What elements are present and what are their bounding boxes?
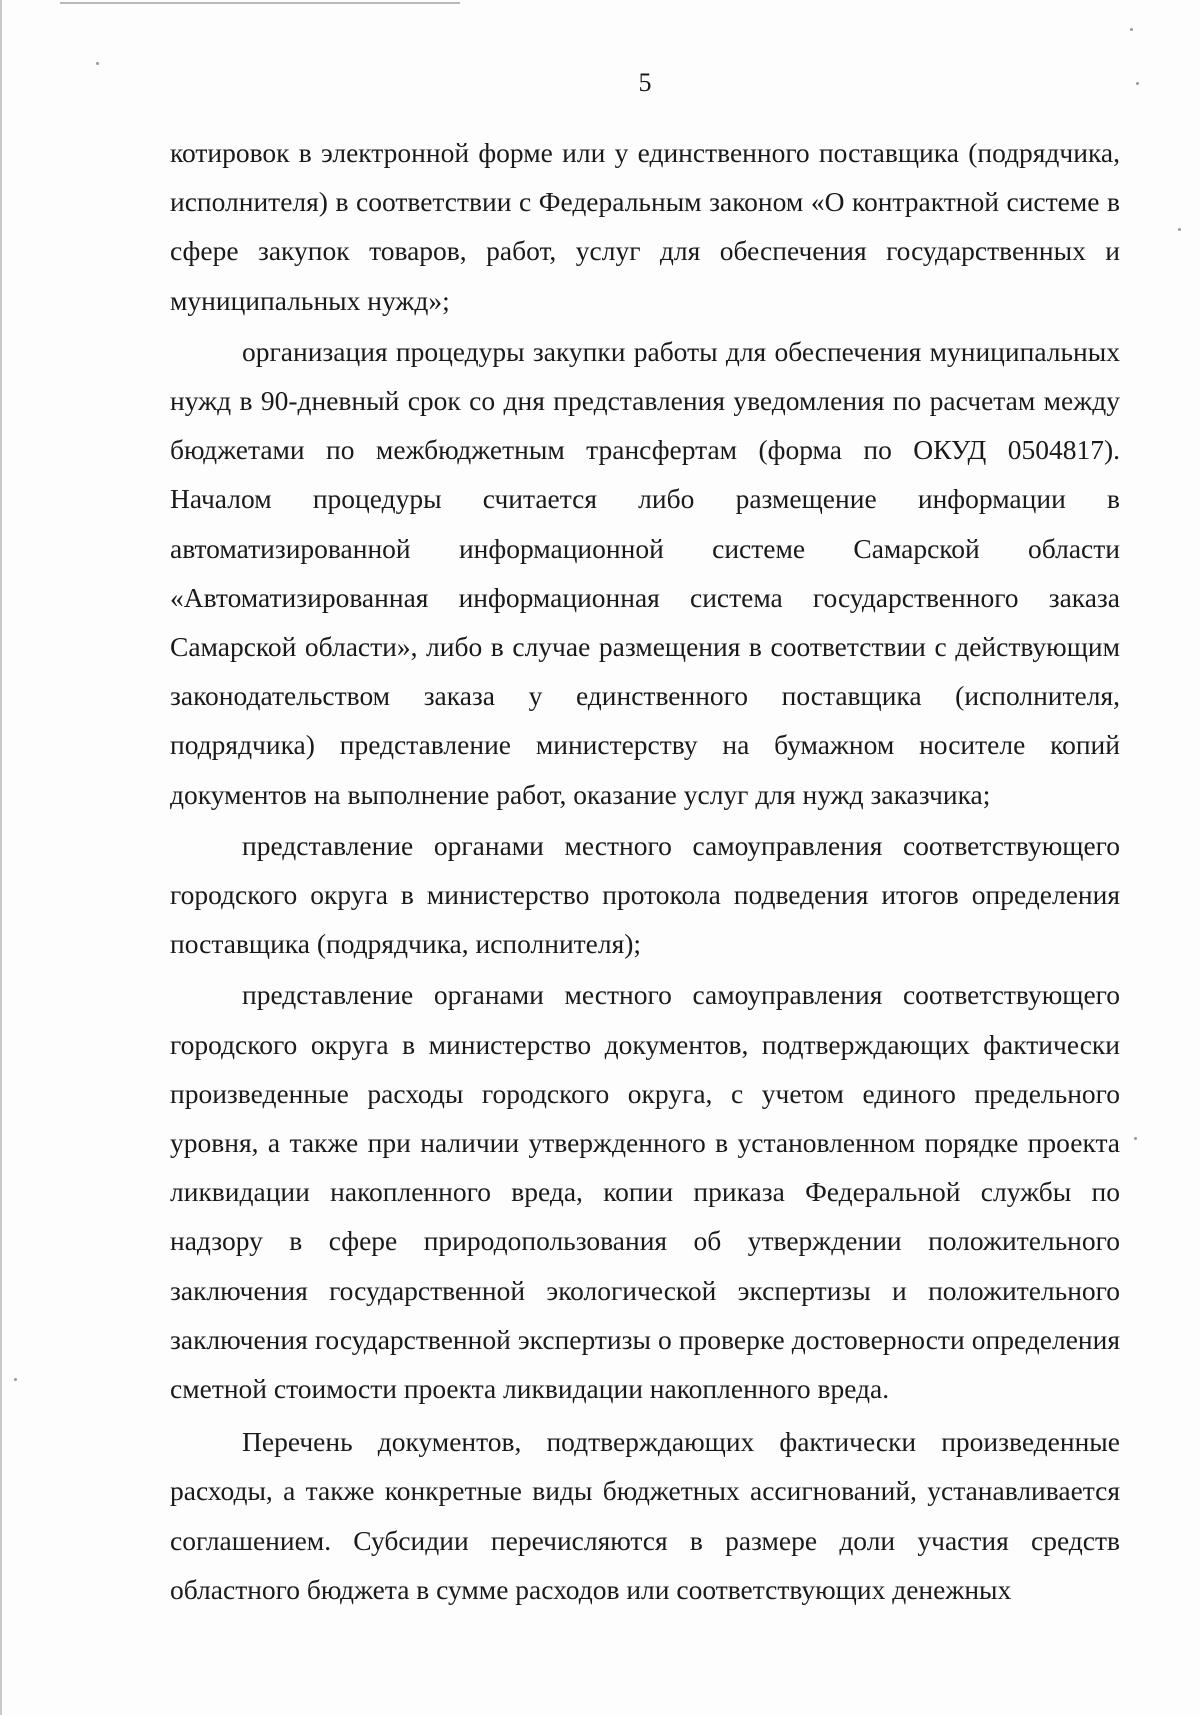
document-body — [170, 128, 1120, 1614]
page-number: 5 — [638, 68, 652, 97]
scan-speck — [1130, 28, 1133, 31]
paragraph-protocol-submission: представление органами местного самоуправления соответствующего городского округа в министерство протокола подведения итогов определения поставщика (подрядчика, исполнителя); — [170, 829, 1120, 960]
paragraph-document-list: Перечень документов, подтверждающих фактически произведенные расходы, а также конкретные виды бюджетных ассигнований, устанавливается соглашением. Субсидии перечисляются в размере доли участия средств областного бюджета в сумме расходов или соответствующих денежных — [170, 1426, 1120, 1605]
scan-artifact-rule — [60, 2, 460, 4]
scan-speck — [96, 62, 99, 65]
scan-speck — [1134, 1137, 1137, 1140]
scan-artifact-edge — [0, 0, 2, 1715]
scan-speck — [14, 1378, 17, 1381]
paragraph-expense-documents: представление органами местного самоуправления соответствующего городского округа в министерство документов, подтверждающих фактически произведенные расходы городского округа, с учетом единого предельного уровня, а также при наличии утвержденного в установленном порядке проекта ликвидации накопленного вреда, копии приказа Федеральной службы по надзору в сфере природопользования об утверждении положительного заключения государственной экологической экспертизы и положительного заключения государственной экспертизы о проверке достоверности определения сметной стоимости проекта ликвидации накопленного вреда. — [170, 979, 1120, 1405]
scan-speck — [1136, 82, 1139, 85]
scan-speck — [1178, 228, 1181, 231]
paragraph-continuation: котировок в электронной форме или у единственного поставщика (подрядчика, исполнителя) в соответствии с Федеральным законом «О контрактной системе в сфере закупок товаров, работ, услуг для обеспечения государственных и муниципальных нужд»; — [170, 137, 1120, 316]
paragraph-procurement-procedure: организация процедуры закупки работы для обеспечения муниципальных нужд в 90-дневный срок со дня представления уведомления по расчетам между бюджетами по межбюджетным трансфертам (форма по ОКУД 0504817). Началом процедуры считается либо размещение информации в автоматизированной информационной системе Самарской области «Автоматизированная информационная система государственного заказа Самарской области», либо в случае размещения в соответствии с действующим законодательством заказа у единственного поставщика (исполнителя, подрядчика) представление министерству на бумажном носителе копий документов на выполнение работ, оказание услуг для нужд заказчика; — [170, 335, 1120, 810]
